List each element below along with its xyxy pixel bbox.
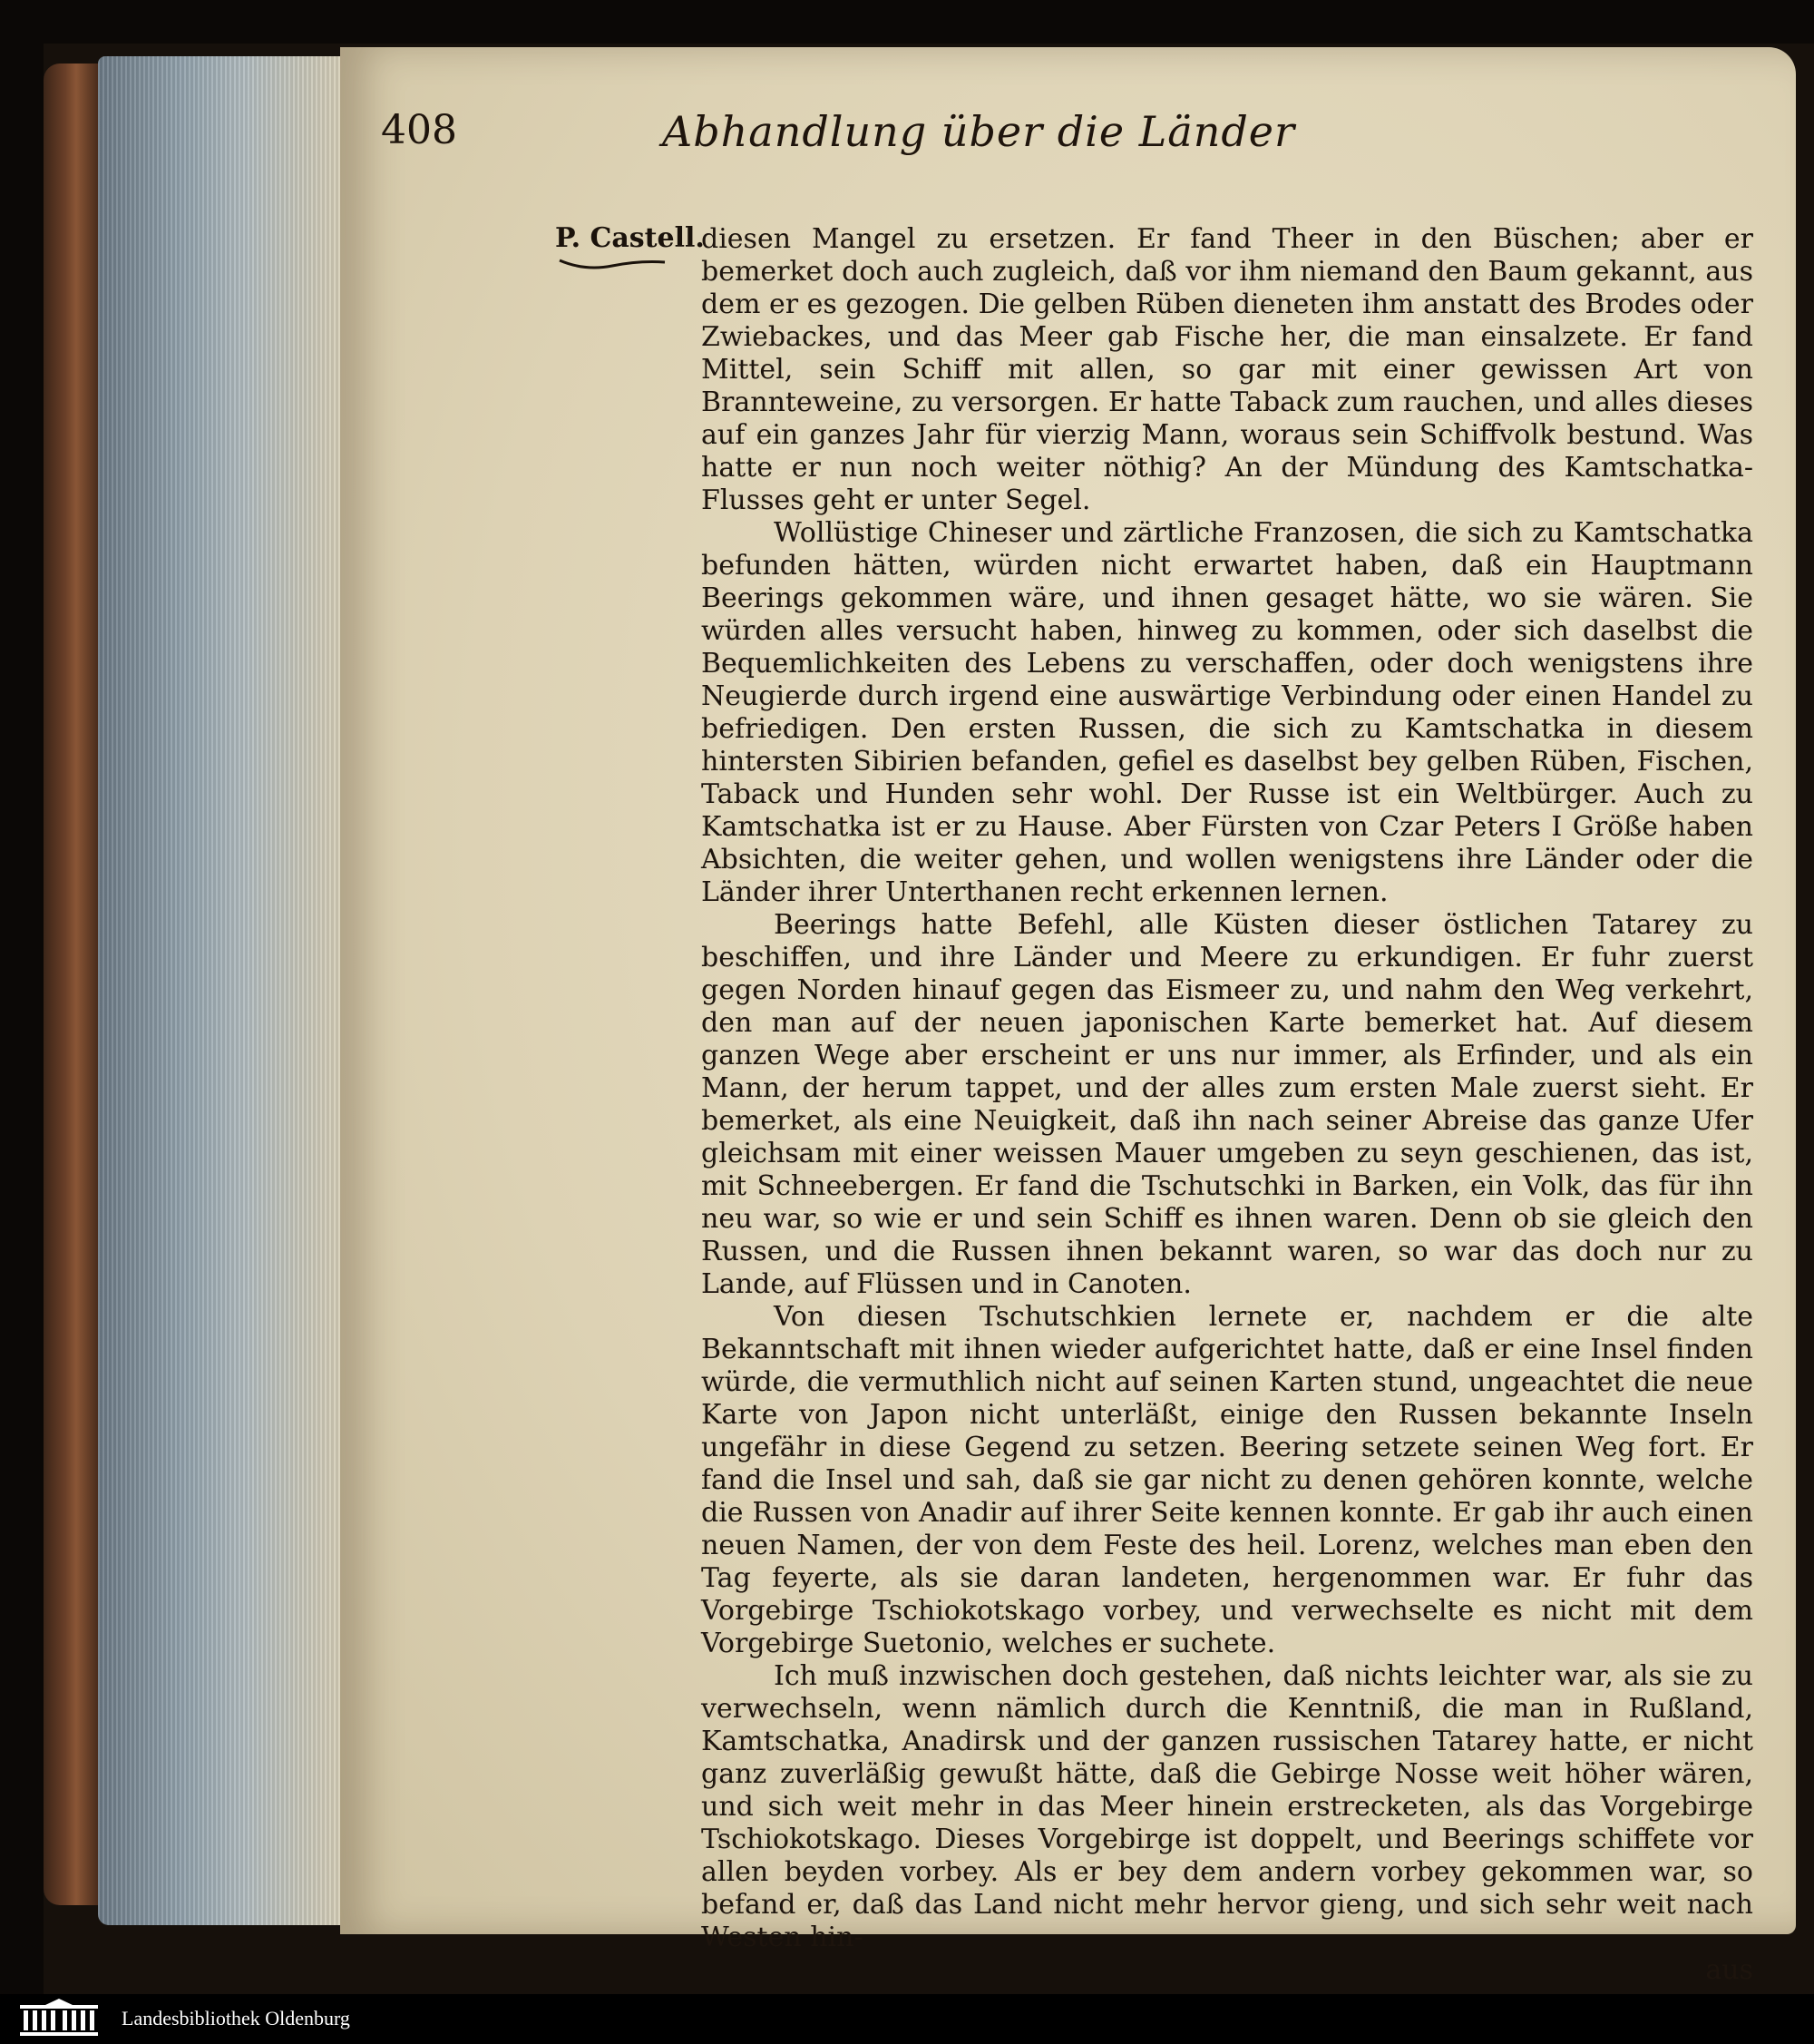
paragraph-3: Beerings hatte Befehl, alle Küsten dieser östlichen Tatarey zu beschiffen, und ihre Länder und Meere zu erkundigen. Er fuhr zuerst gegen Norden hinauf gegen das Eismeer zu, und nahm den Weg verkehrt, den man auf der neuen japonischen Karte bemerket hat. Auf diesem ganzen Wege aber erscheint er uns nur immer, als Erfinder, und als ein Mann, der herum tappet, und der alles zum ersten Male zuerst sieht. Er bemerket, als eine Neuigkeit, daß ihn nach seiner Abreise das ganze Ufer gleichsam mit einer weissen Mauer umgeben zu seyn geschienen, das ist, mit Schneebergen. Er fand die Tschutschki in Barken, ein Volk, das für ihn neu war, so wie er und sein Schiff es ihnen waren. Denn ob sie gleich den Russen, und die Russen ihnen bekannt waren, so war das doch nur zu Lande, auf Flüssen und in Canoten. <box>701 909 1753 1300</box>
page-header <box>381 107 1469 171</box>
book-spine <box>44 64 98 1905</box>
page-edges <box>98 56 345 1925</box>
marginal-note: P. Castell. <box>555 222 705 254</box>
running-title: Abhandlung über die Länder <box>662 107 1295 156</box>
page-number: 408 <box>381 107 457 153</box>
body-text <box>701 223 1753 1987</box>
paragraph-2: Wollüstige Chineser und zärtliche Franzosen, die sich zu Kamtschatka befunden hätten, würden nicht erwartet haben, daß ein Hauptmann Beerings gekommen wäre, und ihnen gesaget hätte, wo sie wären. Sie würden alles versucht haben, hinweg zu kommen, oder sich daselbst die Bequemlichkeiten des Lebens zu verschaffen, oder doch wenigstens ihre Neugierde durch irgend eine auswärtige Verbindung oder einen Handel zu befriedigen. Den ersten Russen, die sich zu Kamtschatka in diesem hintersten Sibirien befanden, gefiel es daselbst bey gelben Rüben, Fischen, Taback und Hunden sehr wohl. Der Russe ist ein Weltbürger. Auch zu Kamtschatka ist er zu Hause. Aber Fürsten von Czar Peters I Größe haben Absichten, die weiter gehen, und wollen wenigstens ihre Länder oder die Länder ihrer Unterthanen recht erkennen lernen. <box>701 517 1753 908</box>
marginal-flourish <box>558 257 667 275</box>
library-name: Landesbibliothek Oldenburg <box>122 2007 350 2029</box>
catchword: aus <box>1705 1954 1753 1986</box>
paragraph-4: Von diesen Tschutschkien lernete er, nachdem er die alte Bekanntschaft mit ihnen wieder aufgerichtet hatte, daß er eine Insel finden würde, die vermuthlich nicht auf seinen Karten stund, ungeachtet die neue Karte von Japon nicht unterläßt, einige den Russen bekannte Inseln ungefähr in diese Gegend zu setzen. Beering setzete seinen Weg fort. Er fand die Insel und sah, daß sie gar nicht zu denen gehören konnte, welche die Russen von Anadir auf ihrer Seite kennen konnte. Er gab ihr auch einen neuen Namen, der von dem Feste des heil. Lorenz, welches man eben den Tag feyerte, als sie daran landeten, hergenommen war. Er fuhr das Vorgebirge Tschiokotskago vorbey, und verwechselte es nicht mit dem Vorgebirge Suetonio, welches er suchete. <box>701 1301 1753 1659</box>
paragraph-5: Ich muß inzwischen doch gestehen, daß nichts leichter war, als sie zu verwechseln, wenn nämlich durch die Kenntniß, die man in Rußland, Kamtschatka, Anadirsk und der ganzen russischen Tatarey hatte, er nicht ganz zuverläßig gewußt hätte, daß die Gebirge Nosse weit höher wären, und sich weit mehr in das Meer hinein erstrecketen, als das Vorgebirge Tschiokotskago. Dieses Vorgebirge ist doppelt, und Beerings schiffete vor allen beyden vorbey. Als er bey dem andern vorbey gekommen war, so befand er, daß das Land nicht mehr hervor gieng, und sich sehr weit nach Westen hin- <box>701 1660 1753 1953</box>
paragraph-1: diesen Mangel zu ersetzen. Er fand Theer in den Büschen; aber er bemerket doch auch zugleich, daß vor ihm niemand den Baum gekannt, aus dem er es gezogen. Die gelben Rüben dieneten ihm anstatt des Brodes oder Zwiebackes, und das Meer gab Fische her, die man einsalzete. Er fand Mittel, sein Schiff mit allen, so gar mit einer gewissen Art von Brannteweine, zu versorgen. Er hatte Taback zum rauchen, und alles dieses auf ein ganzes Jahr für vierzig Mann, woraus sein Schiffvolk bestund. Was hatte er nun noch weiter nöthig? An der Mündung des Kamtschatka-Flusses geht er unter Segel. <box>701 223 1753 516</box>
library-building-icon <box>18 1998 100 2039</box>
